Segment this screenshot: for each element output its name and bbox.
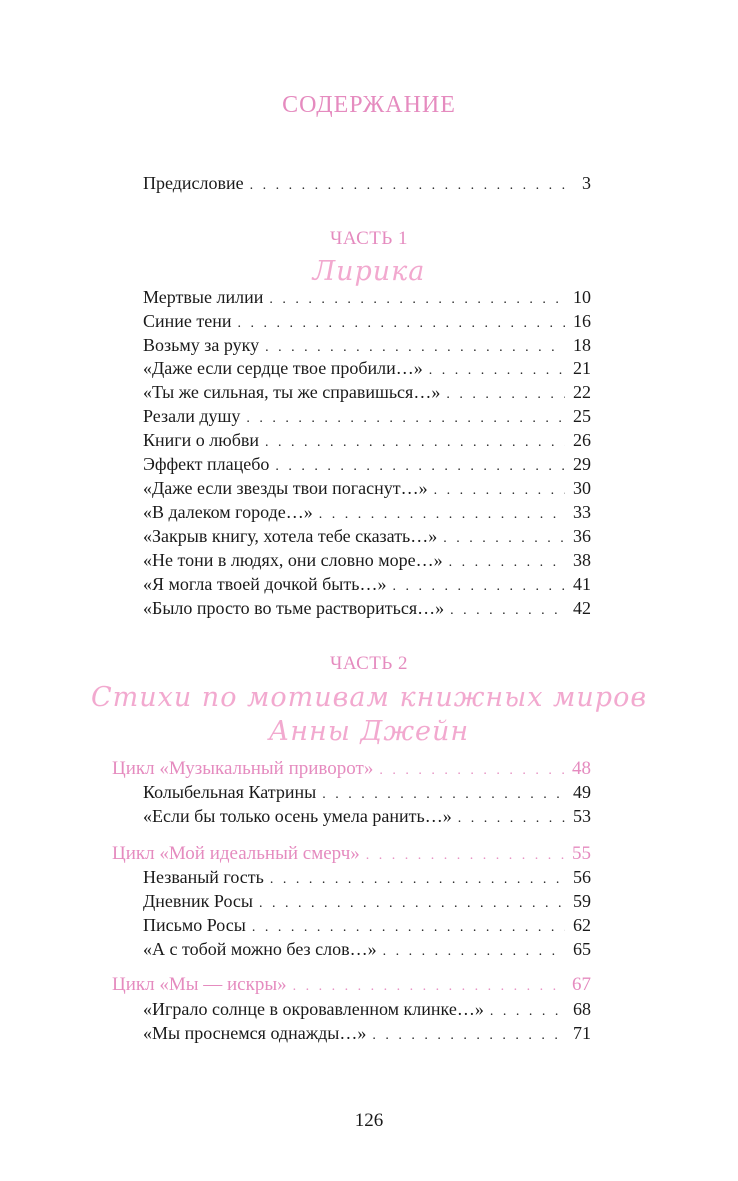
entry-title: «Мы проснемся однажды…» [143,1023,367,1043]
entry-title: Мертвые лилии [143,287,264,307]
entry-title: Эффект плацебо [143,454,270,474]
leader-dots [265,336,565,359]
part-2-subtitle-line1: Стихи по мотивам книжных миров [90,682,648,713]
entry-page: 65 [573,939,591,959]
cycle-title: Цикл «Музыкальный приворот» [112,758,374,779]
part-1-subtitle: Лирика [312,256,426,287]
page-number: 126 [354,1110,384,1131]
leader-dots [429,359,565,382]
cycle-heading [112,973,591,996]
cycle-heading [112,757,591,780]
entry-page: 30 [573,478,591,498]
entry-page: 22 [573,382,591,402]
toc-entry [143,938,591,961]
leader-dots [293,975,565,998]
entry-page: 59 [573,891,591,911]
entry-page: 62 [573,915,591,935]
leader-dots [322,783,565,806]
part-1-heading: ЧАСТЬ 1 [329,228,409,249]
cycle-heading [112,842,591,865]
leader-dots [434,479,565,502]
entry-title: «Ты же сильная, ты же справишься…» [143,382,441,402]
toc-entry [143,1022,591,1045]
entry-page: 16 [573,311,591,331]
entry-page: 29 [573,454,591,474]
entry-page: 68 [573,999,591,1019]
leader-dots [379,759,565,782]
toc-entry [143,310,591,333]
entry-title: «Даже если сердце твое пробили…» [143,358,423,378]
leader-dots [392,575,565,598]
toc-entry [143,597,591,620]
entry-title: Письмо Росы [143,915,246,935]
entry-page: 71 [573,1023,591,1043]
part-2-heading: ЧАСТЬ 2 [329,653,409,674]
leader-dots [269,288,565,311]
toc-entry [143,998,591,1021]
toc-entry [143,914,591,937]
toc-entry [143,781,591,804]
entry-title: Возьму за руку [143,335,260,355]
cycle-title: Цикл «Мы — искры» [112,974,287,995]
entry-title: «В далеком городе…» [143,502,313,522]
entry-title: Синие тени [143,311,232,331]
toc-entry [143,805,591,828]
toc-entry [143,381,591,404]
entry-title: «Закрыв книгу, хотела тебе сказать…» [143,526,438,546]
leader-dots [259,892,565,915]
entry-title: «А с тобой можно без слов…» [143,939,377,959]
toc-entry [143,573,591,596]
leader-dots [238,312,565,335]
entry-page: 56 [573,867,591,887]
cycle-page: 48 [572,758,591,779]
leader-dots [449,551,565,574]
cycle-page: 67 [572,974,591,995]
leader-dots [250,174,565,197]
entry-title: «Было просто во тьме раствориться…» [143,598,445,618]
entry-page: 49 [573,782,591,802]
entry-page: 33 [573,502,591,522]
leader-dots [450,599,565,622]
leader-dots [275,455,565,478]
leader-dots [366,844,565,867]
leader-dots [490,1000,565,1023]
toc-entry [143,549,591,572]
leader-dots [265,431,565,454]
toc-entry [143,866,591,889]
toc-entry [143,405,591,428]
leader-dots [458,807,565,830]
toc-entry-preface [143,172,591,195]
toc-entry [143,477,591,500]
entry-title: Предисловие [143,173,244,193]
entry-page: 25 [573,406,591,426]
toc-entry [143,525,591,548]
toc-entry [143,890,591,913]
entry-page: 21 [573,358,591,378]
entry-page: 26 [573,430,591,450]
entry-page: 18 [573,335,591,355]
cycle-page: 55 [572,843,591,864]
entry-title: «Я могла твоей дочкой быть…» [143,574,387,594]
entry-page: 41 [573,574,591,594]
entry-title: «Если бы только осень умела ранить…» [143,806,452,826]
leader-dots [246,407,565,430]
entry-page: 36 [573,526,591,546]
leader-dots [319,503,565,526]
toc-entry [143,357,591,380]
entry-title: «Не тони в людях, они словно море…» [143,550,443,570]
entry-page: 38 [573,550,591,570]
toc-entry [143,429,591,452]
leader-dots [446,383,565,406]
entry-title: Колыбельная Катрины [143,782,317,802]
entry-title: «Играло солнце в окровавленном клинке…» [143,999,484,1019]
entry-page: 3 [582,173,591,193]
entry-title: Дневник Росы [143,891,254,911]
cycle-title: Цикл «Мой идеальный смерч» [112,843,360,864]
entry-page: 53 [573,806,591,826]
part-2-subtitle-line2: Анны Джейн [268,716,470,747]
leader-dots [270,868,565,891]
toc-entry [143,453,591,476]
entry-title: Незваный гость [143,867,264,887]
entry-page: 42 [573,598,591,618]
leader-dots [372,1024,565,1047]
toc-title: СОДЕРЖАНИЕ [282,92,456,118]
entry-title: Резали душу [143,406,241,426]
toc-entry [143,501,591,524]
toc-entry [143,334,591,357]
entry-page: 10 [573,287,591,307]
leader-dots [383,940,565,963]
toc-entry [143,286,591,309]
leader-dots [443,527,565,550]
entry-title: Книги о любви [143,430,260,450]
leader-dots [252,916,565,939]
entry-title: «Даже если звезды твои погаснут…» [143,478,428,498]
